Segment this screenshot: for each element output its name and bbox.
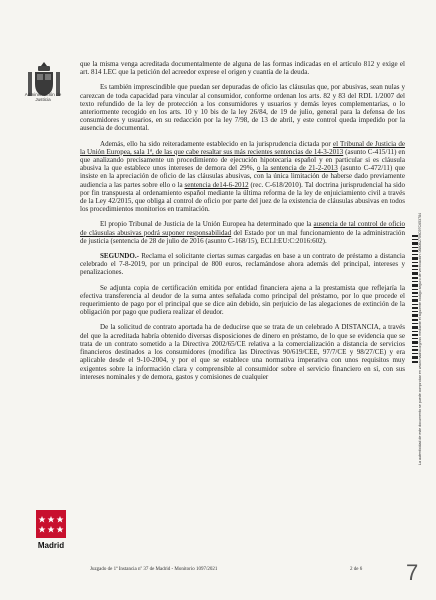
paragraph-3-underline-1: el Tribunal de Justicia de la Unión Europea, sala 1ª, de las que cabe resaltar sus más recientes sentencias de 14-3-2013	[80, 139, 405, 156]
handwritten-page-mark: 7	[406, 560, 419, 585]
paragraph-4	[80, 220, 405, 245]
paragraph-3-text-a: Además, ello ha sido reiteradamente establecido en la jurisprudencia dictada por	[100, 139, 333, 148]
paragraph-3-text-b: (asunto C-415/11) en que analizando precisamente un procedimiento de ejecución hipotecaria español y en particular si es cláusula abusiva la que establece unos intereses de demora del 29%,	[80, 147, 406, 173]
paragraph-6: Se adjunta copia de certificación emitida por entidad financiera ajena a la prestamista que reflejaría la efectiva transferencia al deudor de la suma antes señalada como principal del préstamo, por lo que procede el requerimiento de pago por el principal que se dice aún debido, sin perjuicio de las alegaciones de extinción de la obligación por pago que pudiera realizar el deudor.	[80, 283, 405, 317]
paragraph-3-underline-2: o la sentencia de 21-2-2013	[256, 164, 338, 173]
paragraph-3-text-d: (rec. C-618/2010). Tal doctrina jurisprudencial ha sido por fin transpuesta al ordenamiento español mediante la última reforma de la ley de enjuiciamiento civil a través de la Ley 42/2015, que obliga al control de oficio por parte del juez de la existencia de cláusulas abusivas en todos los procedimientos monitorios en tramitación.	[80, 180, 405, 214]
verification-side-note	[418, 195, 430, 465]
paragraph-3-text-c: (asunto C-472/11) que insiste en la apreciación de oficio de las cláusulas abusivas, con la única limitación de haberse dado previamente audiencia a las partes sobre ello o la	[80, 164, 405, 189]
paragraph-5	[80, 252, 405, 277]
footer-court-reference: Juzgado de 1ª Instancia nº 37 de Madrid - Monitorio 1097/2021	[90, 567, 218, 572]
madrid-community-logo-icon	[36, 510, 66, 538]
paragraph-5-text: Reclama el solicitante ciertas sumas cargadas en base a un contrato de préstamo a distancia celebrado el 7-8-2019, por un principal de 800 euros, reclamándose ahora además del principal, intereses y penalizaciones.	[80, 252, 405, 277]
verification-text: La autenticidad de este documento se puede comprobar en www.madrid.org/csv mediante el siguiente código seguro de verificación: 0880B2759C97C653784	[418, 212, 422, 465]
document-body	[80, 60, 405, 388]
paragraph-4-underline: ausencia de tal control de oficio de cláusulas abusivas podrá suponer responsabilidad	[80, 220, 405, 237]
madrid-label: Madrid	[37, 541, 65, 550]
paragraph-3-underline-3: sentencia de14-6-2012	[184, 180, 249, 189]
paragraph-2: Es también imprescindible que puedan ser depuradas de oficio las cláusulas que, por abusivas, sean nulas y carezcan de toda capacidad para vincular al consumidor, conforme ordenan los arts. 82 y 83 del RDL 1/2007 del texto refundido de la ley de protección a los consumidores y usuarios y demás leyes complementarias, o lo anteriormente recogido en los arts. 10 y 10 bis de la ley 26/84, de 19 de julio, general para la defensa de los consumidores y usuarios, en su redacción por la ley 7/98, de 13 de abril, y este control queda impedido por la ausencia de documental.	[80, 83, 405, 133]
segundo-heading: SEGUNDO.-	[100, 252, 139, 261]
paragraph-3	[80, 140, 405, 214]
footer-page-number: 2 de 6	[350, 567, 363, 572]
paragraph-4-text-a: El propio Tribunal de Justicia de la Unión Europea ha determinado que la	[100, 220, 314, 229]
administracion-justicia-label: Administración de Justicia	[24, 92, 62, 102]
paragraph-1: que la misma venga acreditada documentalmente de alguna de las formas indicadas en el artículo 812 y exige el art. 814 LEC que la petición del acreedor exprese el origen y cuantía de la deuda.	[80, 60, 405, 77]
paragraph-7: De la solicitud de contrato aportada ha de deducirse que se trata de un celebrado A DISTANCIA, a través del que la acreditada habría obtenido diversas disposiciones de dinero en préstamo, de lo que se evidencia que se trata de un contrato sometido a la Directiva 2002/65/CE relativa a la comercialización a distancia de servicios financieros destinados a los consumidores (modifica las Directivas 90/619/CEE, 97/7/CE y 98/27/CE) y era aplicable desde el 9-10-2004, y por el que se establece una normativa imperativa con unos requisitos muy exigentes sobre la información clara y comprensible al consumidor sobre el servicio financiero en sí, con sus intereses nominales y de demora, gastos y comisiones de cualquier	[80, 323, 405, 381]
spanish-coat-of-arms-icon	[24, 60, 64, 112]
paragraph-4-text-b: del Estado por un mal funcionamiento de la administración de justicia (sentencia de 28 de julio de 2016 (asunto C-168/15), ECLI:EU:C:2016:602).	[80, 228, 405, 245]
